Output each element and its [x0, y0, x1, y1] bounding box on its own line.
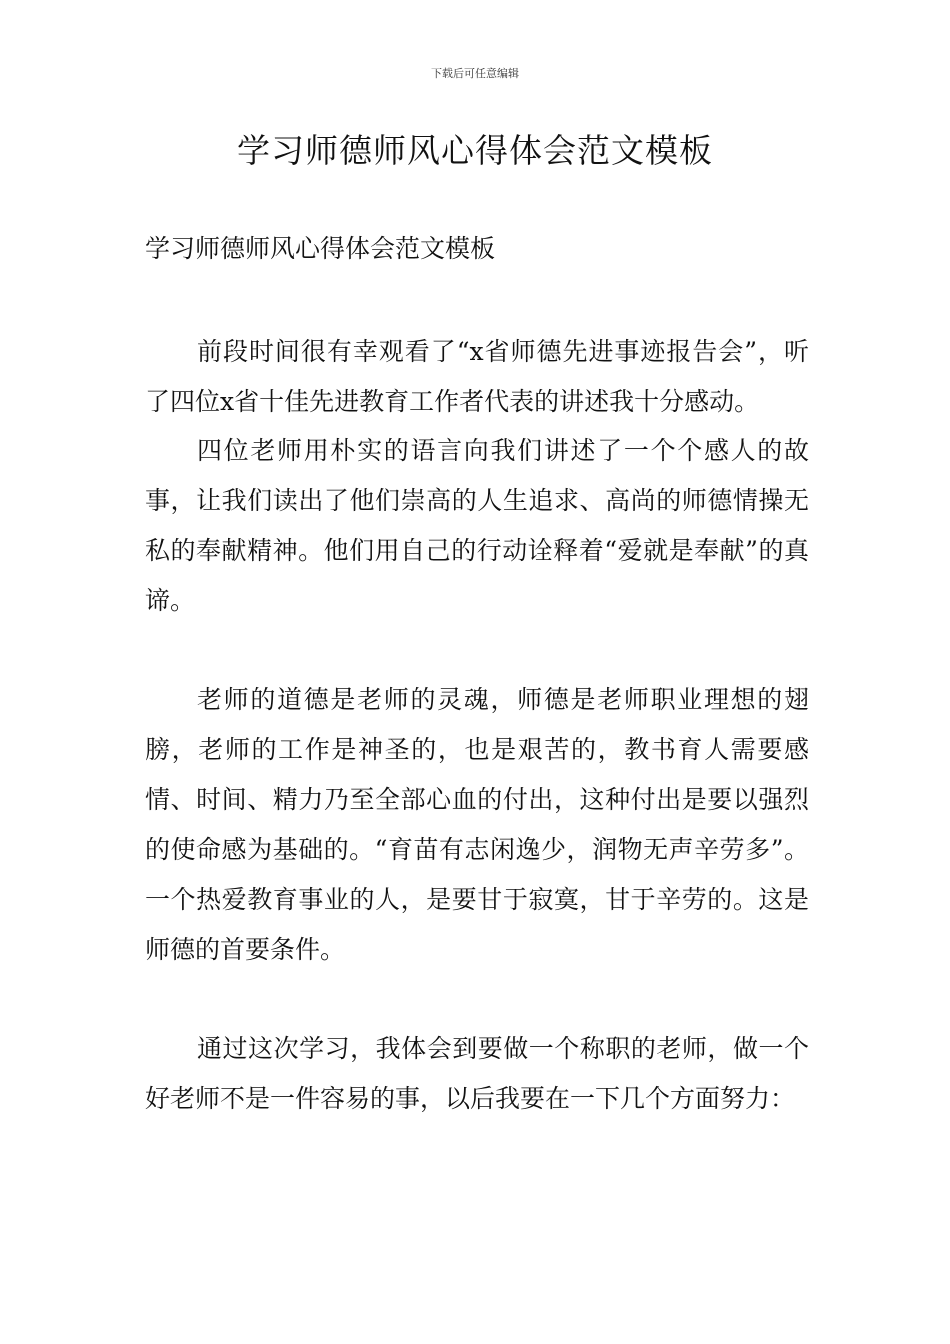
paragraph-3: 老师的道德是老师的灵魂，师德是老师职业理想的翅膀，老师的工作是神圣的，也是艰苦的，教书育人需要感情、时间、精力乃至全部心血的付出，这种付出是要以强烈的使命感为基础的。“育苗有志闲逸少，润物无声辛劳多”。一个热爱教育事业的人，是要甘于寂寞，甘于辛劳的。这是师德的首要条件。 — [145, 685, 809, 964]
paragraph-2: 四位老师用朴实的语言向我们讲述了一个个感人的故事，让我们读出了他们崇高的人生追求、高尚的师德情操无私的奉献精神。他们用自己的行动诠释着“爱就是奉献”的真谛。 — [145, 436, 809, 615]
document-subtitle: 学习师德师风心得体会范文模板 — [145, 234, 496, 263]
header-note: 下载后可任意编辑 — [431, 67, 519, 80]
paragraph-1: 前段时间很有幸观看了“x省师德先进事迹报告会”，听了四位x省十佳先进教育工作者代表的讲述我十分感动。 — [145, 337, 809, 416]
document-title: 学习师德师风心得体会范文模板 — [237, 131, 713, 170]
paragraph-4: 通过这次学习，我体会到要做一个称职的老师，做一个好老师不是一件容易的事，以后我要在一下几个方面努力： — [145, 1034, 809, 1113]
